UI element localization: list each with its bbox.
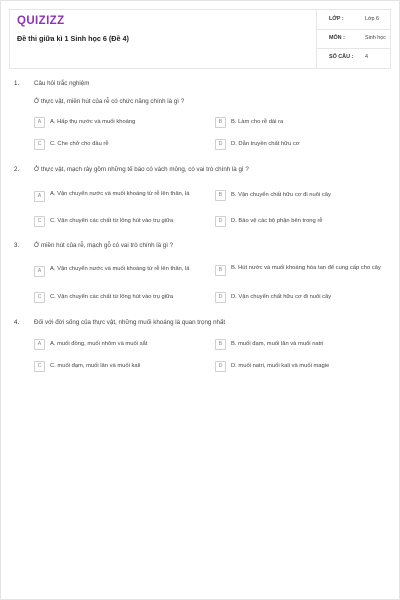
option-text: A. muối đồng, muối nhôm và muối sắt (50, 341, 148, 347)
option-text: A. Vận chuyển nước và muối khoáng từ rễ lên thân, lá (50, 266, 190, 272)
meta-row-count (317, 48, 391, 67)
meta-value: Sinh học (365, 35, 386, 41)
option-text: B. Vận chuyển chất hữu cơ đi nuôi cây (231, 192, 331, 198)
option-letter: B (215, 117, 226, 128)
option-letter: A (34, 191, 45, 202)
meta-row-subject (317, 29, 391, 49)
option-letter: C (34, 361, 45, 372)
question-number: 4. (14, 319, 20, 326)
option-text: A. Hấp thụ nước và muối khoáng (50, 119, 136, 125)
worksheet-header (9, 9, 391, 69)
meta-key: MÔN : (329, 35, 345, 41)
option-letter: A (34, 339, 45, 350)
option-letter: A (34, 117, 45, 128)
option-letter: B (215, 339, 226, 350)
option-text: C. Che chở cho đầu rễ (50, 141, 109, 147)
option-letter: B (215, 265, 226, 276)
question-intro: Câu hỏi trắc nghiệm (34, 80, 90, 87)
meta-key: LỚP : (329, 16, 344, 22)
option-text: D. Vận chuyển chất hữu cơ đi nuôi cây (231, 294, 332, 300)
option-text: C. muối đạm, muối lân và muối kali (50, 363, 141, 369)
quizizz-logo: QUIZIZZ (17, 15, 65, 27)
option-text: B. Hút nước và muối khoáng hòa tan để cung cấp cho cây (231, 265, 381, 271)
option-text: B. Làm cho rễ dài ra (231, 119, 284, 125)
question-number: 3. (14, 242, 20, 249)
option-text: D. muối natri, muối kali và muối magie (231, 363, 330, 369)
meta-value: Lớp 6 (365, 16, 380, 22)
option-text: B. muối đạm, muối lân và muối natri (231, 341, 324, 347)
meta-row-class (317, 10, 391, 30)
meta-value: 4 (365, 54, 368, 60)
option-text: A. Vận chuyển nước và muối khoáng từ rễ lên thân, lá (50, 191, 190, 197)
option-letter: D (215, 292, 226, 303)
option-letter: D (215, 361, 226, 372)
question-number: 2. (14, 166, 20, 173)
meta-key: SỐ CÂU : (329, 54, 354, 60)
option-letter: C (34, 139, 45, 150)
question-text: Ở miền hút của rễ, mạch gỗ có vai trò chính là gì ? (34, 242, 174, 249)
option-letter: A (34, 266, 45, 277)
option-text: C. Vận chuyển các chất từ lông hút vào trụ giữa (50, 218, 174, 224)
question-text: Đối với đời sống của thực vật, những muối khoáng là quan trọng nhất (34, 319, 226, 326)
question-text: Ở thực vật, miền hút của rễ có chức năng chính là gì ? (34, 98, 185, 105)
question-text: Ở thực vật, mạch rây gồm những tế bào có vách mỏng, có vai trò chính là gì ? (34, 166, 249, 173)
option-text: C. Vận chuyển các chất từ lông hút vào trụ giữa (50, 294, 174, 300)
page-title: Đề thi giữa kì 1 Sinh học 6 (Đề 4) (17, 34, 129, 43)
option-letter: C (34, 292, 45, 303)
question-number: 1. (14, 80, 20, 87)
option-letter: D (215, 139, 226, 150)
option-text: D. Bảo vệ các bộ phận bên trong rễ (231, 218, 323, 224)
option-letter: B (215, 190, 226, 201)
option-letter: C (34, 216, 45, 227)
option-text: D. Dẫn truyền chất hữu cơ (231, 141, 300, 147)
option-letter: D (215, 216, 226, 227)
meta-table (316, 10, 391, 68)
